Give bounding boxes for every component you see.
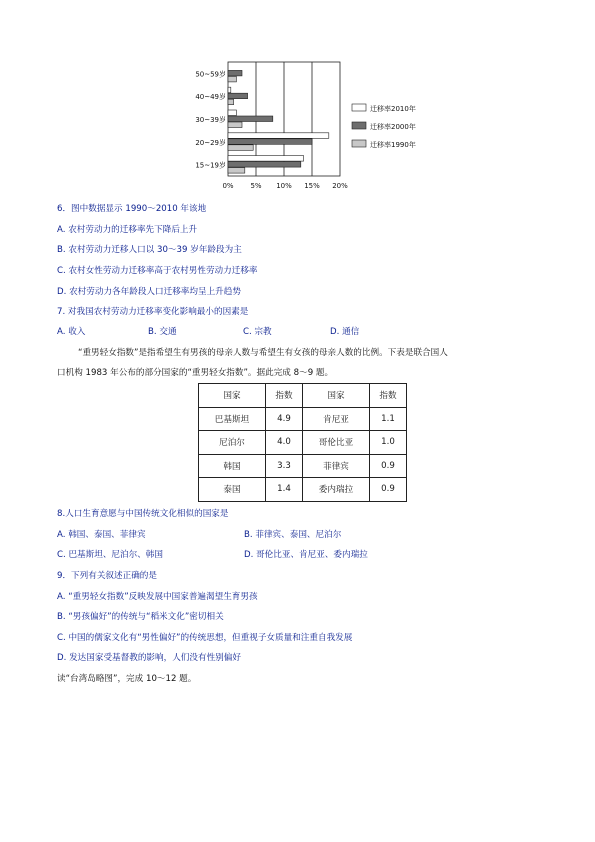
- bar: [228, 116, 273, 122]
- intro-line-2: 口机构 1983 年公布的部分国家的“重男轻女指数”。据此完成 8～9 题。: [57, 368, 334, 378]
- q6-option-c: C. 农村女性劳动力迁移率高于农村男性劳动力迁移率: [57, 266, 258, 276]
- table-cell: 肯尼亚: [303, 407, 370, 431]
- table-cell: 4.0: [266, 431, 303, 455]
- bar: [228, 145, 253, 151]
- table-cell: 0.9: [370, 478, 407, 502]
- table-header-row: [199, 384, 407, 408]
- q8-option-d: D. 哥伦比亚、肯尼亚、委内瑞拉: [244, 550, 368, 560]
- table-row: [199, 454, 407, 478]
- x-tick-label: 15%: [304, 182, 320, 190]
- table-header-cell: 指数: [266, 384, 303, 408]
- table-row: [199, 431, 407, 455]
- legend-label: 迁移率2000年: [370, 123, 416, 131]
- category-label: 40~49岁: [195, 93, 226, 102]
- table-cell: 0.9: [370, 454, 407, 478]
- q7-stem: 7. 对我国农村劳动力迁移率变化影响最小的因素是: [57, 307, 249, 317]
- x-tick-label: 0%: [222, 182, 234, 190]
- table-cell: 巴基斯坦: [199, 407, 266, 431]
- category-label: 20~29岁: [195, 138, 226, 147]
- table-cell: 1.1: [370, 407, 407, 431]
- table-cell: 4.9: [266, 407, 303, 431]
- preference-index-table: [198, 383, 407, 502]
- legend-label: 迁移率1990年: [370, 141, 416, 149]
- q8-option-c: C. 巴基斯坦、尼泊尔、韩国: [57, 550, 163, 560]
- x-tick-label: 10%: [276, 182, 292, 190]
- category-label: 50~59岁: [195, 70, 226, 79]
- table-cell: 1.4: [266, 478, 303, 502]
- category-label: 15~19岁: [195, 161, 226, 170]
- table-cell: 菲律宾: [303, 454, 370, 478]
- legend-swatch: [352, 122, 366, 129]
- table-cell: 委内瑞拉: [303, 478, 370, 502]
- bar: [228, 122, 242, 128]
- table-row: [199, 407, 407, 431]
- q7-option-c: C. 宗教: [243, 327, 272, 337]
- q7-option-b: B. 交通: [148, 327, 177, 337]
- bar: [228, 133, 329, 139]
- q7-option-d: D. 通信: [330, 327, 360, 337]
- bar: [228, 93, 248, 99]
- table-cell: 哥伦比亚: [303, 431, 370, 455]
- bar: [228, 99, 234, 105]
- q7-options: [57, 326, 457, 338]
- q6-stem: 6．图中数据显示 1990～2010 年该地: [57, 204, 207, 214]
- table-cell: 尼泊尔: [199, 431, 266, 455]
- bar: [228, 156, 304, 162]
- bar: [228, 76, 236, 82]
- legend-swatch: [352, 140, 366, 147]
- q9-option-c: C. 中国的儒家文化有“男性偏好”的传统思想，但重视子女质量和注重自我发展: [57, 633, 353, 643]
- legend-swatch: [352, 104, 366, 111]
- category-label: 30~39岁: [195, 116, 226, 124]
- q8-option-b: B. 菲律宾、泰国、尼泊尔: [244, 530, 342, 540]
- q8-option-a: A. 韩国、泰国、菲律宾: [57, 530, 146, 540]
- bar: [228, 139, 312, 145]
- q9-stem: 9．下列有关叙述正确的是: [57, 571, 157, 581]
- q7-option-a: A. 收入: [57, 327, 86, 337]
- q9-option-d: D. 发达国家受基督教的影响，人们没有性别偏好: [57, 653, 241, 663]
- q6-option-b: B. 农村劳动力迁移人口以 30～39 岁年龄段为主: [57, 245, 242, 255]
- table-cell: 3.3: [266, 454, 303, 478]
- migration-rate-chart: [180, 60, 440, 195]
- bar: [228, 87, 231, 93]
- bar: [228, 168, 245, 174]
- q9-option-a: A. “重男轻女指数”反映发展中国家普遍渴望生育男孩: [57, 592, 258, 602]
- table-cell: 1.0: [370, 431, 407, 455]
- bar: [228, 70, 242, 76]
- table-cell: 泰国: [199, 478, 266, 502]
- table-cell: 韩国: [199, 454, 266, 478]
- bar: [228, 110, 236, 116]
- table-header-cell: 指数: [370, 384, 407, 408]
- q9-option-b: B. “男孩偏好”的传统与“稻米文化”密切相关: [57, 612, 224, 622]
- table-row: [199, 478, 407, 502]
- bar: [228, 162, 301, 168]
- bar-chart-svg: [180, 60, 440, 195]
- x-tick-label: 20%: [332, 182, 348, 190]
- table-header-cell: 国家: [303, 384, 370, 408]
- legend-label: 迁移率2010年: [370, 105, 416, 113]
- next-instruction: 读“台湾岛略图”，完成 10～12 题。: [57, 674, 197, 684]
- x-tick-label: 5%: [250, 182, 262, 190]
- table-header-cell: 国家: [199, 384, 266, 408]
- q8-stem: 8.人口生育意愿与中国传统文化相似的国家是: [57, 509, 229, 519]
- q6-option-a: A. 农村劳动力的迁移率先下降后上升: [57, 225, 198, 235]
- intro-line-1: “重男轻女指数”是指希望生有男孩的母亲人数与希望生有女孩的母亲人数的比例。下表是联合国人: [78, 348, 448, 358]
- q6-option-d: D. 农村劳动力各年龄段人口迁移率均呈上升趋势: [57, 287, 241, 297]
